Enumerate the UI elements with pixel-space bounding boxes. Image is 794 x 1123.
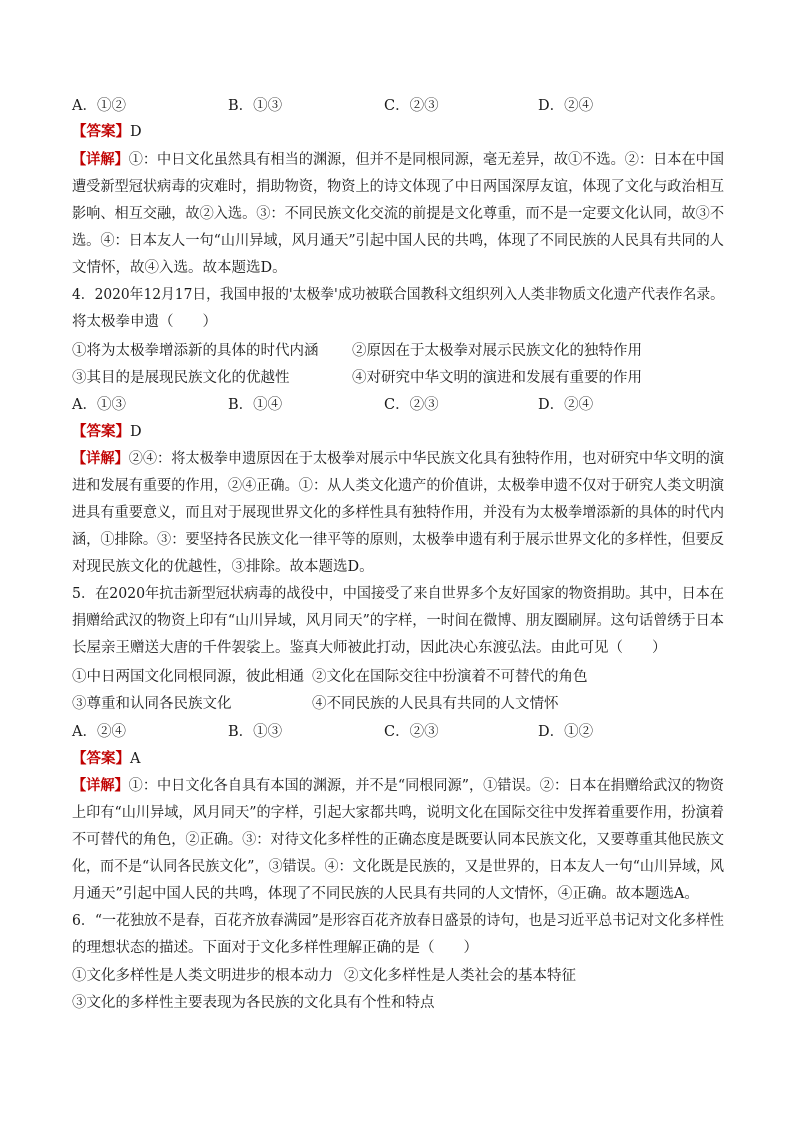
q6-statement-2: ②文化多样性是人类社会的基本特征 bbox=[344, 968, 576, 984]
q4-statement-4: ④对研究中华文明的演进和发展有重要的作用 bbox=[352, 370, 642, 386]
q3-detail-line-3: 影响、相互交融，故②入选。③：不同民族文化交流的前提是文化尊重，而不是一定要文化认同，故③不 bbox=[72, 206, 724, 222]
q3-option-a[interactable]: A．①② bbox=[72, 98, 126, 114]
q3-answer: D bbox=[130, 124, 142, 140]
q4-detail-line-4: 涵，①排除。③：要坚持各民族文化一律平等的原则，太极拳申遗有利于展示世界文化的多样性，但要反 bbox=[72, 532, 724, 548]
q5-detail-line-4: 化，而不是“认同各民族文化”，③错误。④：文化既是民族的，又是世界的，日本友人一句“山川异域，风 bbox=[72, 859, 725, 875]
q4-option-d[interactable]: D．②④ bbox=[538, 397, 594, 413]
q3-option-d[interactable]: D．②④ bbox=[538, 98, 594, 114]
q3-detail-line-4: 选。④：日本友人一句“山川异域，风月通天”引起中国人民的共鸣，体现了不同民族的人民具有共同的人 bbox=[72, 233, 724, 249]
q5-option-b[interactable]: B．①③ bbox=[228, 724, 283, 740]
q5-option-c[interactable]: C．②③ bbox=[384, 724, 439, 740]
q4-option-a[interactable]: A．①③ bbox=[72, 397, 126, 413]
q5-detail-line-3: 不可替代的角色，②正确。③：对待文化多样性的正确态度是既要认同本民族文化，又要尊重其他民族文 bbox=[72, 832, 724, 848]
q5-detail-line-5: 月通天”引起中国人民的共鸣，体现了不同民族的人民具有共同的人文情怀，④正确。故本题选A。 bbox=[72, 886, 699, 902]
q3-detail-line-5: 文情怀，故④入选。故本题选D。 bbox=[72, 260, 287, 276]
q5-stem-line-3: 长屋亲王赠送大唐的千件袈裟上。鉴真大师被此打动，因此决心东渡弘法。由此可见（ ） bbox=[72, 640, 667, 656]
q4-statement-1: ①将为太极拳增添新的具体的时代内涵 bbox=[72, 343, 319, 359]
q4-detail-line-3: 进具有重要意义，而且对于展现世界文化的多样性具有独特作用，并没有为太极拳增添新的具体的时代内 bbox=[72, 505, 724, 521]
q3-answer-line bbox=[72, 122, 142, 142]
q5-answer: A bbox=[130, 751, 141, 767]
q5-statement-1: ①中日两国文化同根同源，彼此相通 bbox=[72, 669, 304, 685]
q3-detail-line-1 bbox=[72, 150, 724, 170]
q3-detail-line-2: 遭受新型冠状病毒的灾难时，捐助物资，物资上的诗文体现了中日两国深厚友谊，体现了文化与政治相互 bbox=[72, 179, 724, 195]
answer-tag: 【答案】 bbox=[72, 423, 130, 440]
detail-tag: 【详解】 bbox=[72, 151, 129, 168]
q3-option-c[interactable]: C．②③ bbox=[384, 98, 439, 114]
q4-detail-line-1 bbox=[72, 449, 724, 469]
q4-answer: D bbox=[130, 424, 142, 440]
q5-answer-line bbox=[72, 749, 140, 769]
q4-option-b[interactable]: B．①④ bbox=[228, 397, 283, 413]
q4-stem-line-1: 4．2020年12月17日，我国申报的'太极拳'成功被联合国教科文组织列入人类非物质文化遗产代表作名录。 bbox=[72, 287, 724, 303]
q5-statement-4: ④不同民族的人民具有共同的人文情怀 bbox=[312, 696, 559, 712]
answer-tag: 【答案】 bbox=[72, 750, 130, 767]
q4-stem-line-2: 将太极拳申遗（ ） bbox=[72, 314, 217, 330]
q5-stem-line-2: 捐赠给武汉的物资上印有“山川异域，风月同天”的字样，一时间在微博、朋友圈刷屏。这句话曾绣于日本 bbox=[72, 613, 724, 629]
q4-option-c[interactable]: C．②③ bbox=[384, 397, 439, 413]
q3-option-b[interactable]: B．①③ bbox=[228, 98, 283, 114]
q5-option-d[interactable]: D．①② bbox=[538, 724, 594, 740]
q4-detail-line-5: 对现民族文化的优越性，③排除。故本题选D。 bbox=[72, 559, 374, 575]
q5-option-a[interactable]: A．②④ bbox=[72, 724, 126, 740]
q5-statement-3: ③尊重和认同各民族文化 bbox=[72, 696, 232, 712]
q4-answer-line bbox=[72, 422, 142, 442]
answer-tag: 【答案】 bbox=[72, 123, 130, 140]
q4-detail-text: ②④：将太极拳申遗原因在于太极拳对展示中华民族文化具有独特作用，也对研究中华文明的演 bbox=[128, 451, 724, 467]
q6-statement-3: ③文化的多样性主要表现为各民族的文化具有个性和特点 bbox=[72, 995, 435, 1011]
detail-tag: 【详解】 bbox=[72, 777, 129, 794]
q6-statement-1: ①文化多样性是人类文明进步的根本动力 bbox=[72, 968, 333, 984]
q4-detail-line-2: 进和发展有重要的作用，②④正确。①：从人类文化遗产的价值讲，太极拳申遗不仅对于研究人类文明演 bbox=[72, 478, 724, 494]
q6-stem-line-1: 6．“一花独放不是春，百花齐放春满园”是形容百花齐放春日盛景的诗句，也是习近平总书记对文化多样性 bbox=[72, 913, 724, 929]
q4-statement-3: ③其目的是展现民族文化的优越性 bbox=[72, 370, 290, 386]
q6-stem-line-2: 的理想状态的描述。下面对于文化多样性理解正确的是（ ） bbox=[72, 940, 478, 956]
q4-statement-2: ②原因在于太极拳对展示民族文化的独特作用 bbox=[352, 343, 642, 359]
q5-statement-2: ②文化在国际交往中扮演着不可替代的角色 bbox=[312, 669, 588, 685]
q5-detail-line-2: 上印有“山川异域，风月同天”的字样，引起大家都共鸣，说明文化在国际交往中发挥着重要作用，扮演着 bbox=[72, 805, 724, 821]
q5-stem-line-1: 5．在2020年抗击新型冠状病毒的战役中，中国接受了来自世界多个友好国家的物资捐助。其中，日本在 bbox=[72, 586, 725, 602]
q5-detail-text: ①：中日文化各自具有本国的渊源，并不是“同根同源”，①错误。②：日本在捐赠给武汉的物资 bbox=[128, 778, 724, 794]
q3-detail-text: ①：中日文化虽然具有相当的渊源，但并不是同根同源，毫无差异，故①不选。②：日本在中国 bbox=[128, 152, 724, 168]
detail-tag: 【详解】 bbox=[72, 450, 129, 467]
q5-detail-line-1 bbox=[72, 776, 724, 796]
